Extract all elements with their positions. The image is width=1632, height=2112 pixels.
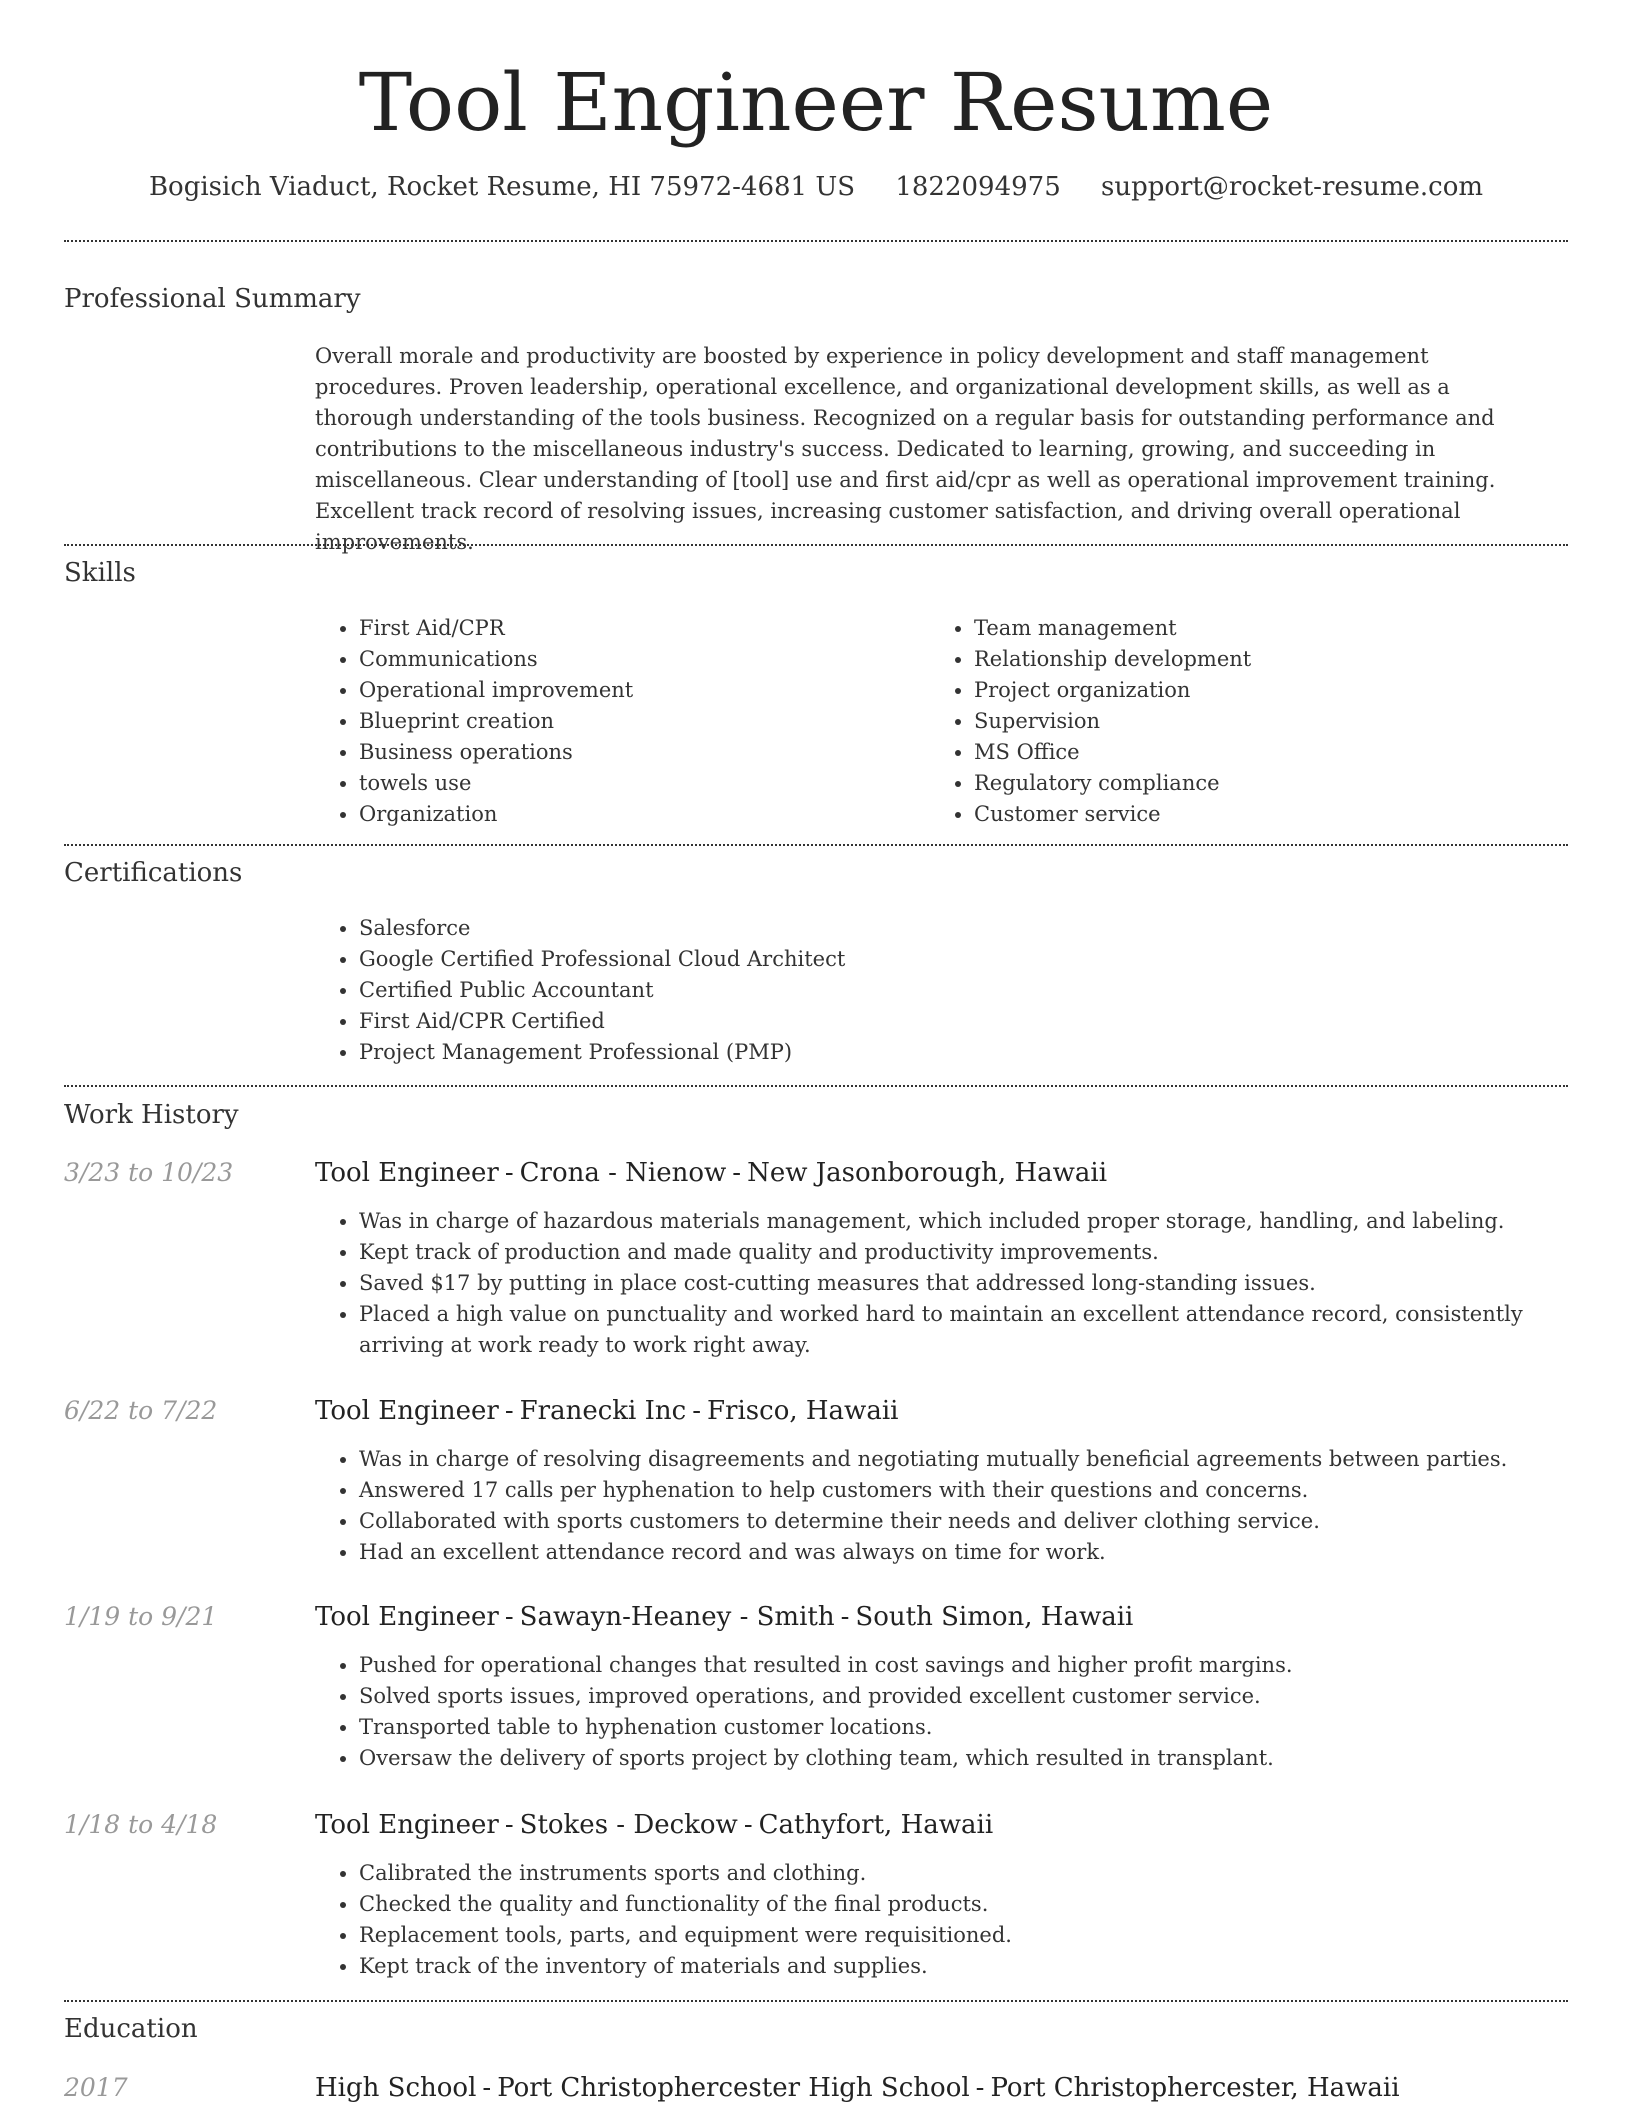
job-bullets [315, 1206, 1599, 1361]
contact-address: Bogisich Viaduct, Rocket Resume, HI 75972-4681 US [148, 172, 856, 202]
job-heading: Tool Engineer - Crona - Nienow - New Jasonborough, Hawaii [315, 1158, 1108, 1188]
education-heading-line: High School - Port Christophercester High School - Port Christophercester, Hawaii [315, 2073, 1400, 2103]
skill-item: • Operational improvement [359, 675, 899, 706]
work-history-heading: Work History [64, 1100, 239, 1130]
resume-title: Tool Engineer Resume [358, 56, 1274, 149]
job-bullet: • Kept track of the inventory of materials and supplies. [359, 1951, 1599, 1982]
education-degree: High School [315, 2073, 477, 2103]
job-location: Frisco, Hawaii [707, 1396, 899, 1426]
job-company: Crona - Nienow [519, 1158, 727, 1188]
job-company: Sawayn-Heaney - Smith [519, 1602, 835, 1632]
job-bullet: • Calibrated the instruments sports and clothing. [359, 1858, 1599, 1889]
section-divider [64, 844, 1568, 846]
skill-item: • Organization [359, 799, 899, 830]
skill-item: • Communications [359, 644, 899, 675]
job-bullet: • Collaborated with sports customers to determine their needs and deliver clothing service. [359, 1506, 1599, 1537]
skill-item: • Project organization [974, 675, 1534, 706]
summary-heading: Professional Summary [64, 284, 361, 314]
job-title: Tool Engineer [315, 1810, 499, 1840]
job-heading: Tool Engineer - Stokes - Deckow - Cathyfort, Hawaii [315, 1810, 994, 1840]
job-company: Franecki Inc [519, 1396, 687, 1426]
skill-item: • towels use [359, 768, 899, 799]
skill-item: • MS Office [974, 737, 1534, 768]
job-bullets [315, 1650, 1599, 1774]
certifications-list [315, 913, 1559, 1068]
certification-item: • Salesforce [359, 913, 1559, 944]
job-location: South Simon, Hawaii [855, 1602, 1134, 1632]
skill-item: • Relationship development [974, 644, 1534, 675]
section-divider [64, 1085, 1568, 1087]
job-title: Tool Engineer [315, 1396, 499, 1426]
skill-item: • First Aid/CPR [359, 613, 899, 644]
section-divider [64, 240, 1568, 242]
job-bullet: • Transported table to hyphenation customer locations. [359, 1712, 1599, 1743]
job-bullets [315, 1444, 1599, 1568]
job-bullet: • Solved sports issues, improved operations, and provided excellent customer service. [359, 1681, 1599, 1712]
contact-email: support@rocket-resume.com [1101, 172, 1484, 202]
job-dates: 3/23 to 10/23 [64, 1158, 234, 1187]
certification-item: • First Aid/CPR Certified [359, 1006, 1559, 1037]
job-bullet: • Oversaw the delivery of sports project by clothing team, which resulted in transplant. [359, 1743, 1599, 1774]
skills-list-right [930, 613, 1534, 830]
job-bullets [315, 1858, 1599, 1982]
section-divider [64, 544, 1568, 546]
education-school: Port Christophercester High School [497, 2073, 970, 2103]
job-heading: Tool Engineer - Sawayn-Heaney - Smith - South Simon, Hawaii [315, 1602, 1134, 1632]
job-bullet: • Replacement tools, parts, and equipment were requisitioned. [359, 1920, 1599, 1951]
job-dates: 6/22 to 7/22 [64, 1396, 218, 1425]
job-title: Tool Engineer [315, 1602, 499, 1632]
education-year: 2017 [64, 2073, 128, 2102]
job-dates: 1/18 to 4/18 [64, 1810, 218, 1839]
certification-item: • Google Certified Professional Cloud Architect [359, 944, 1559, 975]
section-divider [64, 2000, 1568, 2002]
job-bullet: • Checked the quality and functionality of the final products. [359, 1889, 1599, 1920]
certification-item: • Project Management Professional (PMP) [359, 1037, 1559, 1068]
job-location: Cathyfort, Hawaii [758, 1810, 994, 1840]
job-bullet: • Placed a high value on punctuality and worked hard to maintain an excellent attendance record, consistently arriving at work ready to work right away. [359, 1299, 1599, 1361]
job-dates: 1/19 to 9/21 [64, 1602, 218, 1631]
education-heading: Education [64, 2014, 198, 2044]
job-bullet: • Answered 17 calls per hyphenation to help customers with their questions and concerns. [359, 1475, 1599, 1506]
skills-list-left [315, 613, 899, 830]
job-company: Stokes - Deckow [519, 1810, 738, 1840]
job-heading: Tool Engineer - Franecki Inc - Frisco, Hawaii [315, 1396, 899, 1426]
job-bullet: • Kept track of production and made quality and productivity improvements. [359, 1237, 1599, 1268]
skill-item: • Regulatory compliance [974, 768, 1534, 799]
skills-heading: Skills [64, 558, 136, 588]
certifications-heading: Certifications [64, 858, 243, 888]
job-bullet: • Was in charge of resolving disagreements and negotiating mutually beneficial agreements between parties. [359, 1444, 1599, 1475]
job-bullet: • Was in charge of hazardous materials management, which included proper storage, handling, and labeling. [359, 1206, 1599, 1237]
skill-item: • Business operations [359, 737, 899, 768]
certification-item: • Certified Public Accountant [359, 975, 1559, 1006]
job-bullet: • Had an excellent attendance record and was always on time for work. [359, 1537, 1599, 1568]
job-bullet: • Pushed for operational changes that resulted in cost savings and higher profit margins. [359, 1650, 1599, 1681]
skill-item: • Team management [974, 613, 1534, 644]
job-title: Tool Engineer [315, 1158, 499, 1188]
contact-line [0, 170, 1632, 204]
skill-item: • Blueprint creation [359, 706, 899, 737]
job-bullet: • Saved $17 by putting in place cost-cutting measures that addressed long-standing issues. [359, 1268, 1599, 1299]
contact-phone: 1822094975 [895, 172, 1061, 202]
education-location: Port Christophercester, Hawaii [990, 2073, 1400, 2103]
summary-text: Overall morale and productivity are boosted by experience in policy development and staff management procedures. Proven leadership, operational excellence, and organizational development skills, as well as a thorough understanding of the tools business. Recognized on a regular basis for outstanding performance and contributions to the miscellaneous industry's success. Dedicated to learning, growing, and succeeding in miscellaneous. Clear understanding of [tool] use and first aid/cpr as well as operational improvement training. Excellent track record of resolving issues, increasing customer satisfaction, and driving overall operational improvements. [315, 344, 1496, 554]
job-location: New Jasonborough, Hawaii [747, 1158, 1108, 1188]
skill-item: • Customer service [974, 799, 1534, 830]
skill-item: • Supervision [974, 706, 1534, 737]
